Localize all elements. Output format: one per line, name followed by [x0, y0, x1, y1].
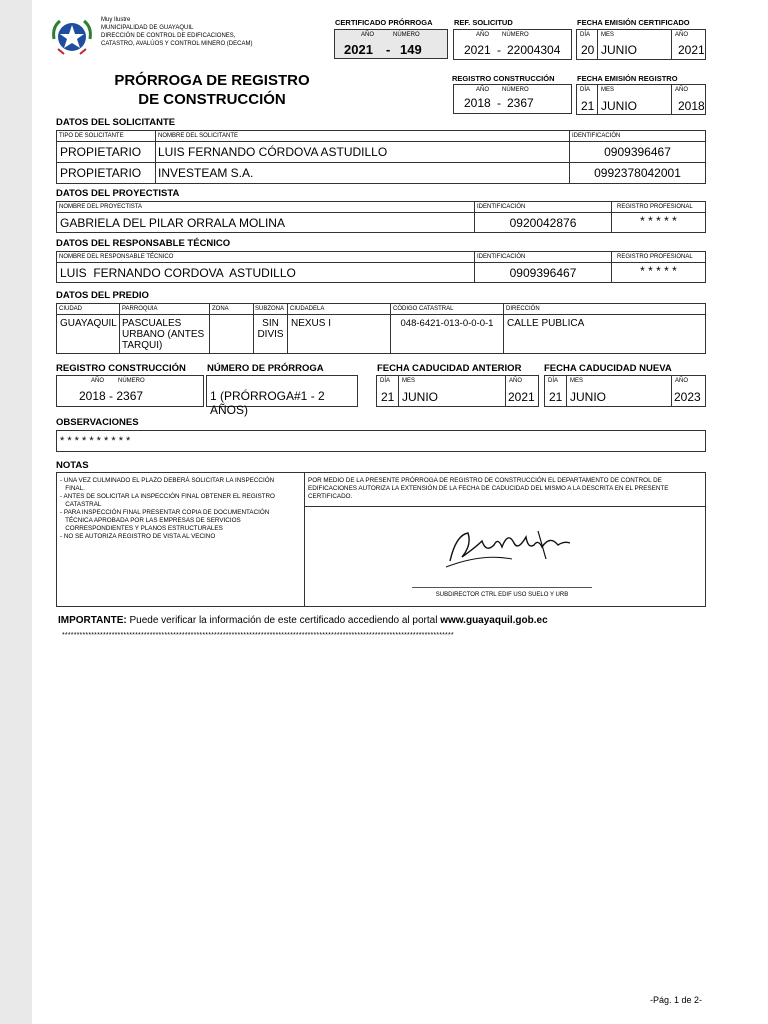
col-label: ZONA — [212, 306, 229, 312]
fcn-box — [544, 375, 706, 407]
ref-numero: 22004304 — [507, 43, 561, 57]
nota-line: - NO SE AUTORIZA REGISTRO DE VISTA AL VECINO — [60, 533, 216, 540]
reg-sep: - — [497, 96, 501, 110]
col-label: IDENTIFICACIÓN — [477, 204, 526, 210]
tecnico-table — [56, 251, 706, 283]
predio-codigo: 048-6421-013-0-0-0-1 — [400, 318, 494, 329]
col-label: PARROQUIA — [122, 306, 158, 312]
cert-dia: 20 — [581, 43, 595, 57]
certificado-numero: 149 — [400, 42, 422, 57]
fecha-emision-reg-box — [576, 84, 706, 115]
col-label: AÑO — [675, 378, 689, 384]
col-label: NÚMERO — [502, 87, 529, 93]
subzona-line: DIVIS — [257, 329, 284, 340]
signature-icon — [442, 523, 582, 573]
col-label: IDENTIFICACIÓN — [572, 133, 621, 139]
nota-line: EDIFICACIONES AUTORIZA LA EXTENSIÓN DE LA FECHA DE CADUCIDAD DEL MISMO A LA DESCRITA EN EL PRESENTE — [308, 485, 669, 492]
certificado-label: CERTIFICADO PRÓRROGA — [335, 18, 433, 27]
registro-construccion-label: REGISTRO CONSTRUCCIÓN — [452, 74, 555, 83]
fca-anio: 2021 — [508, 390, 535, 404]
prorroga-reg-value: 2018 - 2367 — [79, 389, 144, 403]
nota-line: CORRESPONDIENTES Y PLANOS ESTRUCTURALES — [60, 525, 223, 532]
reg-dia: 21 — [581, 99, 595, 113]
ref-anio: 2021 — [464, 43, 491, 57]
certificado-sep: - — [386, 42, 391, 57]
observaciones-section-title: OBSERVACIONES — [56, 417, 139, 428]
solicitante-tipo: PROPIETARIO — [60, 166, 142, 180]
document-title — [82, 71, 342, 109]
nota-line: - PARA INSPECCIÓN FINAL PRESENTAR COPIA DE DOCUMENTACIÓN — [60, 509, 270, 516]
nota-line: TÉCNICA APROBADA POR LAS EMPRESAS DE SERVICIOS — [60, 517, 241, 524]
fcn-dia: 21 — [549, 390, 563, 404]
nota-line: - UNA VEZ CULMINADO EL PLAZO DEBERÁ SOLICITAR LA INSPECCIÓN — [60, 477, 275, 484]
prorroga-num-label: NÚMERO DE PRÓRROGA — [207, 363, 324, 374]
tecnico-reg: * * * * * — [640, 264, 677, 278]
fcn-label: FECHA CADUCIDAD NUEVA — [544, 363, 672, 374]
solicitante-nombre: LUIS FERNANDO CÓRDOVA ASTUDILLO — [158, 145, 388, 159]
fecha-emision-cert-label: FECHA EMISIÓN CERTIFICADO — [577, 18, 690, 27]
registro-construccion-box — [453, 84, 572, 114]
col-label: CIUDADELA — [290, 306, 325, 312]
cert-mes: JUNIO — [601, 43, 637, 57]
proyectista-table — [56, 201, 706, 233]
solicitante-tipo: PROPIETARIO — [60, 145, 142, 159]
importante-text: Puede verificar la información de este certificado accediendo al portal — [126, 615, 441, 626]
observaciones-value: * * * * * * * * * * — [60, 435, 131, 447]
certificado-box — [334, 29, 448, 59]
solicitante-table — [56, 130, 706, 184]
col-label: MES — [601, 32, 615, 38]
notas-box — [56, 472, 706, 607]
importante-label: IMPORTANTE: — [58, 615, 127, 626]
cert-anio: 2021 — [678, 43, 705, 57]
fca-box — [376, 375, 539, 407]
predio-ciudadela: NEXUS I — [291, 318, 332, 329]
col-label: AÑO — [476, 32, 490, 38]
municipal-seal-icon — [50, 17, 94, 57]
org-line: Muy Ilustre — [101, 17, 131, 23]
predio-direccion: CALLE PUBLICA — [507, 318, 585, 329]
prorroga-num-value: 1 (PRÓRROGA#1 - 2 AÑOS) — [210, 389, 325, 417]
fca-mes: JUNIO — [402, 390, 438, 404]
org-line: MUNICIPALIDAD DE GUAYAQUIL — [101, 25, 194, 31]
col-label: MES — [402, 378, 416, 384]
proyectista-nombre: GABRIELA DEL PILAR ORRALA MOLINA — [60, 216, 285, 230]
tecnico-section-title: DATOS DEL RESPONSABLE TÉCNICO — [56, 238, 231, 249]
reg-anio-emision: 2018 — [678, 99, 705, 113]
parroquia-line: URBANO (ANTES — [122, 329, 205, 340]
tecnico-nombre: LUIS FERNANDO CORDOVA ASTUDILLO — [60, 266, 296, 280]
proyectista-id: 0920042876 — [509, 216, 577, 230]
predio-table — [56, 303, 706, 354]
predio-ciudad: GUAYAQUIL — [60, 318, 117, 329]
col-label: DÍA — [380, 378, 391, 384]
nota-line: - ANTES DE SOLICITAR LA INSPECCIÓN FINAL OBTENER EL REGISTRO — [60, 493, 275, 500]
ref-sep: - — [497, 43, 501, 57]
col-label: IDENTIFICACIÓN — [477, 254, 526, 260]
col-label: AÑO — [91, 378, 105, 384]
title-line: DE CONSTRUCCIÓN — [138, 91, 286, 108]
col-label: DÍA — [580, 87, 591, 93]
prorroga-reg-label: REGISTRO CONSTRUCCIÓN — [56, 363, 186, 374]
col-label: NOMBRE DEL RESPONSABLE TÉCNICO — [59, 254, 174, 260]
page-number: -Pág. 1 de 2- — [650, 995, 703, 1005]
reg-numero: 2367 — [507, 96, 534, 110]
tecnico-id: 0909396467 — [509, 266, 577, 280]
col-label: NÚMERO — [118, 378, 145, 384]
notas-section-title: NOTAS — [56, 460, 89, 471]
observaciones-box — [56, 430, 706, 452]
col-label: MES — [601, 87, 615, 93]
reg-anio: 2018 — [464, 96, 491, 110]
fcn-anio: 2023 — [674, 390, 701, 404]
org-header — [101, 17, 301, 49]
portal-link[interactable]: www.guayaquil.gob.ec — [440, 615, 548, 626]
title-line: PRÓRROGA DE REGISTRO — [114, 72, 310, 89]
proyectista-reg: * * * * * — [640, 214, 677, 228]
col-label: REGISTRO PROFESIONAL — [617, 254, 693, 260]
col-label: AÑO — [675, 32, 689, 38]
col-label: NOMBRE DEL SOLICITANTE — [158, 133, 239, 139]
fca-label: FECHA CADUCIDAD ANTERIOR — [377, 363, 522, 374]
fca-dia: 21 — [381, 390, 395, 404]
fcn-mes: JUNIO — [570, 390, 606, 404]
nota-line: POR MEDIO DE LA PRESENTE PRÓRROGA DE REGISTRO DE CONSTRUCCIÓN EL DEPARTAMENTO DE CONTROL DE — [308, 477, 662, 484]
prorroga-num-box — [206, 375, 358, 417]
proyectista-section-title: DATOS DEL PROYECTISTA — [56, 188, 180, 199]
col-label: CÓDIGO CATASTRAL — [393, 306, 454, 312]
col-label: NÚMERO — [393, 32, 420, 38]
ref-solicitud-box — [453, 29, 572, 60]
signatory-title: SUBDIRECTOR CTRL EDIF USO SUELO Y URB — [435, 592, 569, 598]
importante-note — [58, 615, 548, 626]
nota-line: CERTIFICADO. — [308, 493, 353, 500]
predio-section-title: DATOS DEL PREDIO — [56, 290, 149, 301]
reg-mes: JUNIO — [601, 99, 637, 113]
nota-line: CATASTRAL — [60, 501, 102, 508]
certificate-page — [32, 0, 768, 1024]
parroquia-line: TARQUI) — [122, 340, 163, 351]
prorroga-reg-box — [56, 375, 204, 407]
notas-left — [60, 477, 302, 541]
subzona-line: SIN — [262, 318, 279, 329]
ref-solicitud-label: REF. SOLICITUD — [454, 18, 513, 27]
fecha-emision-reg-label: FECHA EMISIÓN REGISTRO — [577, 74, 678, 83]
col-label: SUBZONA — [255, 306, 285, 312]
solicitante-nombre: INVESTEAM S.A. — [158, 166, 254, 180]
nota-line: FINAL. — [60, 485, 85, 492]
asterisk-divider: ************************************************************************************************************************************** — [62, 632, 454, 639]
parroquia-line: PASCUALES — [122, 318, 182, 329]
col-label: NÚMERO — [502, 32, 529, 38]
predio-parroquia — [122, 318, 204, 351]
certificado-anio: 2021 — [344, 42, 373, 57]
solicitante-id: 0992378042001 — [594, 166, 681, 180]
predio-subzona — [254, 318, 287, 340]
fecha-emision-cert-box — [576, 29, 706, 60]
solicitante-id: 0909396467 — [604, 145, 671, 159]
col-label: AÑO — [675, 87, 689, 93]
org-line: DIRECCIÓN DE CONTROL DE EDIFICACIONES, — [101, 33, 236, 39]
org-line: CATASTRO, AVALÚOS Y CONTROL MINERO (DECAM) — [101, 41, 253, 47]
col-label: REGISTRO PROFESIONAL — [617, 204, 693, 210]
col-label: AÑO — [361, 32, 375, 38]
col-label: MES — [570, 378, 584, 384]
solicitante-section-title: DATOS DEL SOLICITANTE — [56, 117, 176, 128]
col-label: NOMBRE DEL PROYECTISTA — [59, 204, 143, 210]
col-label: CIUDAD — [59, 306, 83, 312]
col-label: DÍA — [580, 32, 591, 38]
col-label: AÑO — [476, 87, 490, 93]
col-label: TIPO DE SOLICITANTE — [59, 133, 124, 139]
col-label: DÍA — [548, 378, 559, 384]
col-label: DIRECCIÓN — [506, 306, 540, 312]
col-label: AÑO — [509, 378, 523, 384]
notas-right — [308, 477, 703, 501]
